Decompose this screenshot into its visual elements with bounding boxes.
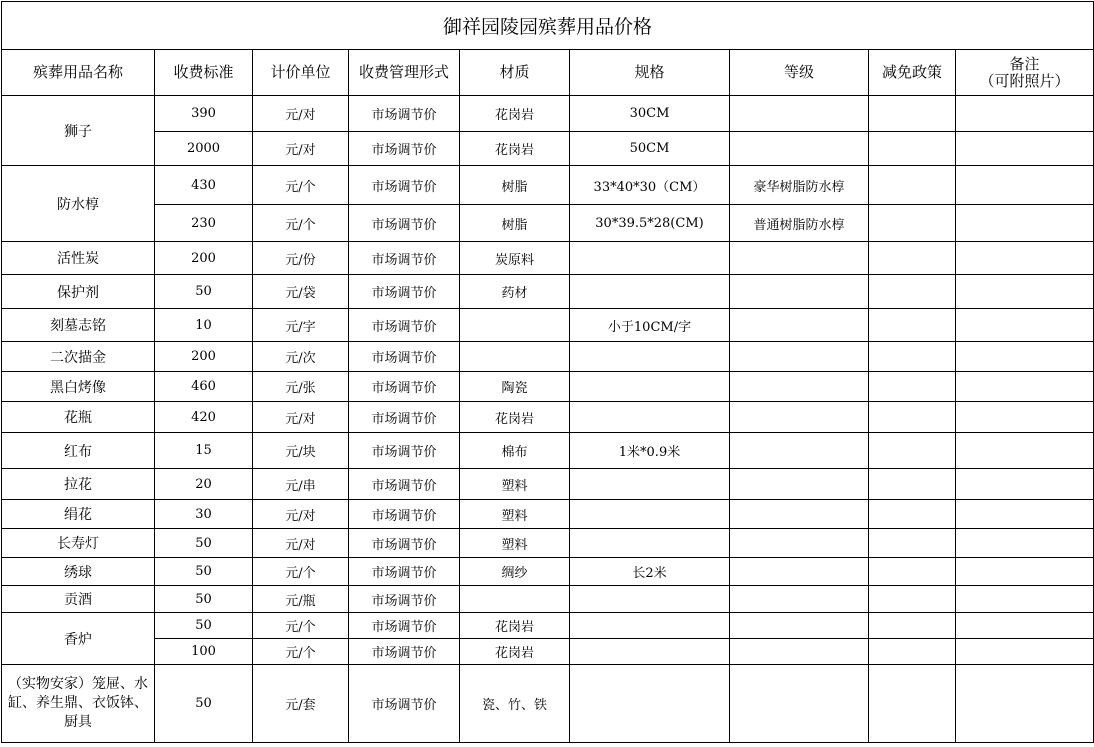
management-cell: 市场调节价: [349, 242, 460, 275]
management-cell: 市场调节价: [349, 132, 460, 166]
table-row: [2, 529, 1094, 558]
header-price: 收费标准: [155, 50, 253, 96]
unit-cell: 元/次: [253, 342, 349, 372]
relief-cell: [869, 469, 956, 500]
price-cell: 230: [155, 205, 253, 242]
spec-cell: [570, 242, 730, 275]
grade-cell: [730, 96, 869, 132]
management-cell: 市场调节价: [349, 275, 460, 309]
spec-cell: [570, 500, 730, 529]
material-cell: 花岗岩: [460, 639, 570, 665]
management-cell: 市场调节价: [349, 500, 460, 529]
remarks-cell: [956, 469, 1094, 500]
header-spec: 规格: [570, 50, 730, 96]
material-cell: [460, 342, 570, 372]
grade-cell: 豪华树脂防水椁: [730, 166, 869, 205]
grade-cell: [730, 665, 869, 743]
relief-cell: [869, 500, 956, 529]
table-row: [2, 558, 1094, 586]
management-cell: 市场调节价: [349, 469, 460, 500]
header-unit: 计价单位: [253, 50, 349, 96]
header-relief-policy: 减免政策: [869, 50, 956, 96]
spec-cell: 小于10CM/字: [570, 309, 730, 342]
remarks-cell: [956, 500, 1094, 529]
spec-cell: 33*40*30（CM）: [570, 166, 730, 205]
management-cell: 市场调节价: [349, 665, 460, 743]
unit-cell: 元/袋: [253, 275, 349, 309]
unit-cell: 元/对: [253, 96, 349, 132]
relief-cell: [869, 166, 956, 205]
management-cell: 市场调节价: [349, 433, 460, 469]
price-cell: 50: [155, 529, 253, 558]
item-name: 绣球: [2, 558, 155, 586]
unit-cell: 元/对: [253, 402, 349, 433]
management-cell: 市场调节价: [349, 342, 460, 372]
grade-cell: [730, 500, 869, 529]
relief-cell: [869, 639, 956, 665]
remarks-cell: [956, 372, 1094, 402]
remarks-cell: [956, 639, 1094, 665]
unit-cell: 元/块: [253, 433, 349, 469]
price-cell: 50: [155, 275, 253, 309]
item-name: 花瓶: [2, 402, 155, 433]
table-row: [2, 242, 1094, 275]
material-cell: 药材: [460, 275, 570, 309]
remarks-cell: [956, 558, 1094, 586]
management-cell: 市场调节价: [349, 558, 460, 586]
management-cell: 市场调节价: [349, 639, 460, 665]
price-cell: 30: [155, 500, 253, 529]
table-row: [2, 205, 1094, 242]
header-remarks: [956, 50, 1094, 96]
item-name: 贡酒: [2, 586, 155, 613]
unit-cell: 元/对: [253, 132, 349, 166]
management-cell: 市场调节价: [349, 166, 460, 205]
table-row: [2, 639, 1094, 665]
spec-cell: [570, 665, 730, 743]
spec-cell: 30CM: [570, 96, 730, 132]
unit-cell: 元/对: [253, 500, 349, 529]
material-cell: 塑料: [460, 529, 570, 558]
spec-cell: [570, 402, 730, 433]
relief-cell: [869, 613, 956, 639]
spec-cell: 1米*0.9米: [570, 433, 730, 469]
unit-cell: 元/个: [253, 613, 349, 639]
grade-cell: [730, 132, 869, 166]
remarks-cell: [956, 433, 1094, 469]
spec-cell: [570, 275, 730, 309]
spec-cell: 30*39.5*28(CM): [570, 205, 730, 242]
material-cell: 花岗岩: [460, 613, 570, 639]
material-cell: 炭原料: [460, 242, 570, 275]
unit-cell: 元/串: [253, 469, 349, 500]
header-remarks-label: 备注: [1009, 54, 1040, 73]
material-cell: 塑料: [460, 469, 570, 500]
management-cell: 市场调节价: [349, 613, 460, 639]
remarks-cell: [956, 96, 1094, 132]
price-cell: 50: [155, 665, 253, 743]
material-cell: 绸纱: [460, 558, 570, 586]
table-row: [2, 342, 1094, 372]
spec-cell: [570, 342, 730, 372]
table-row: [2, 500, 1094, 529]
table-row: [2, 275, 1094, 309]
material-cell: 塑料: [460, 500, 570, 529]
relief-cell: [869, 342, 956, 372]
remarks-cell: [956, 309, 1094, 342]
material-cell: 花岗岩: [460, 96, 570, 132]
relief-cell: [869, 433, 956, 469]
management-cell: 市场调节价: [349, 205, 460, 242]
grade-cell: [730, 275, 869, 309]
relief-cell: [869, 309, 956, 342]
remarks-cell: [956, 665, 1094, 743]
item-name: 活性炭: [2, 242, 155, 275]
item-name: 红布: [2, 433, 155, 469]
spec-cell: 50CM: [570, 132, 730, 166]
relief-cell: [869, 96, 956, 132]
table-row: [2, 586, 1094, 613]
remarks-cell: [956, 205, 1094, 242]
unit-cell: 元/个: [253, 558, 349, 586]
table-row: [2, 613, 1094, 639]
remarks-cell: [956, 613, 1094, 639]
price-cell: 20: [155, 469, 253, 500]
unit-cell: 元/字: [253, 309, 349, 342]
item-name: （实物安家）笼屉、水缸、养生鼎、衣饭钵、厨具: [2, 665, 155, 743]
price-cell: 390: [155, 96, 253, 132]
unit-cell: 元/瓶: [253, 586, 349, 613]
remarks-cell: [956, 342, 1094, 372]
relief-cell: [869, 402, 956, 433]
table-row: [2, 96, 1094, 132]
table-row: [2, 132, 1094, 166]
remarks-cell: [956, 586, 1094, 613]
table-row: [2, 309, 1094, 342]
remarks-cell: [956, 132, 1094, 166]
spec-cell: [570, 639, 730, 665]
item-name: 狮子: [2, 96, 155, 166]
item-name: 防水椁: [2, 166, 155, 242]
price-cell: 50: [155, 558, 253, 586]
relief-cell: [869, 558, 956, 586]
material-cell: [460, 309, 570, 342]
grade-cell: [730, 469, 869, 500]
spec-cell: [570, 372, 730, 402]
grade-cell: [730, 433, 869, 469]
table-row: [2, 665, 1094, 743]
unit-cell: 元/套: [253, 665, 349, 743]
unit-cell: 元/张: [253, 372, 349, 402]
item-name: 刻墓志铭: [2, 309, 155, 342]
management-cell: 市场调节价: [349, 586, 460, 613]
spec-cell: [570, 613, 730, 639]
price-cell: 15: [155, 433, 253, 469]
grade-cell: [730, 372, 869, 402]
unit-cell: 元/个: [253, 166, 349, 205]
material-cell: 瓷、竹、铁: [460, 665, 570, 743]
unit-cell: 元/份: [253, 242, 349, 275]
management-cell: 市场调节价: [349, 96, 460, 132]
relief-cell: [869, 372, 956, 402]
grade-cell: [730, 639, 869, 665]
unit-cell: 元/个: [253, 205, 349, 242]
price-cell: 460: [155, 372, 253, 402]
price-cell: 10: [155, 309, 253, 342]
table-row: [2, 166, 1094, 205]
grade-cell: [730, 342, 869, 372]
material-cell: 树脂: [460, 166, 570, 205]
grade-cell: [730, 613, 869, 639]
table-row: [2, 469, 1094, 500]
remarks-cell: [956, 166, 1094, 205]
price-cell: 50: [155, 586, 253, 613]
remarks-cell: [956, 242, 1094, 275]
relief-cell: [869, 529, 956, 558]
header-remarks-note: （可附照片）: [979, 71, 1070, 90]
remarks-cell: [956, 529, 1094, 558]
item-name: 保护剂: [2, 275, 155, 309]
material-cell: 陶瓷: [460, 372, 570, 402]
item-name: 黑白烤像: [2, 372, 155, 402]
management-cell: 市场调节价: [349, 529, 460, 558]
grade-cell: 普通树脂防水椁: [730, 205, 869, 242]
material-cell: 花岗岩: [460, 132, 570, 166]
table-row: [2, 433, 1094, 469]
remarks-cell: [956, 402, 1094, 433]
price-cell: 50: [155, 613, 253, 639]
relief-cell: [869, 586, 956, 613]
relief-cell: [869, 132, 956, 166]
table-row: [2, 372, 1094, 402]
relief-cell: [869, 205, 956, 242]
material-cell: 棉布: [460, 433, 570, 469]
relief-cell: [869, 242, 956, 275]
item-name: 拉花: [2, 469, 155, 500]
spec-cell: [570, 529, 730, 558]
price-table: [1, 1, 1094, 743]
management-cell: 市场调节价: [349, 372, 460, 402]
spec-cell: [570, 469, 730, 500]
price-cell: 420: [155, 402, 253, 433]
spec-cell: [570, 586, 730, 613]
price-cell: 200: [155, 242, 253, 275]
header-management: 收费管理形式: [349, 50, 460, 96]
material-cell: 树脂: [460, 205, 570, 242]
grade-cell: [730, 402, 869, 433]
management-cell: 市场调节价: [349, 309, 460, 342]
relief-cell: [869, 665, 956, 743]
header-name: 殡葬用品名称: [2, 50, 155, 96]
material-cell: 花岗岩: [460, 402, 570, 433]
table-title: 御祥园陵园殡葬用品价格: [2, 2, 1094, 50]
unit-cell: 元/个: [253, 639, 349, 665]
price-cell: 2000: [155, 132, 253, 166]
grade-cell: [730, 558, 869, 586]
item-name: 二次描金: [2, 342, 155, 372]
grade-cell: [730, 529, 869, 558]
material-cell: [460, 586, 570, 613]
relief-cell: [869, 275, 956, 309]
spec-cell: 长2米: [570, 558, 730, 586]
item-name: 绢花: [2, 500, 155, 529]
unit-cell: 元/对: [253, 529, 349, 558]
item-name: 香炉: [2, 613, 155, 665]
item-name: 长寿灯: [2, 529, 155, 558]
grade-cell: [730, 309, 869, 342]
price-cell: 430: [155, 166, 253, 205]
header-material: 材质: [460, 50, 570, 96]
price-cell: 100: [155, 639, 253, 665]
price-cell: 200: [155, 342, 253, 372]
grade-cell: [730, 242, 869, 275]
table-row: [2, 402, 1094, 433]
management-cell: 市场调节价: [349, 402, 460, 433]
grade-cell: [730, 586, 869, 613]
header-grade: 等级: [730, 50, 869, 96]
remarks-cell: [956, 275, 1094, 309]
